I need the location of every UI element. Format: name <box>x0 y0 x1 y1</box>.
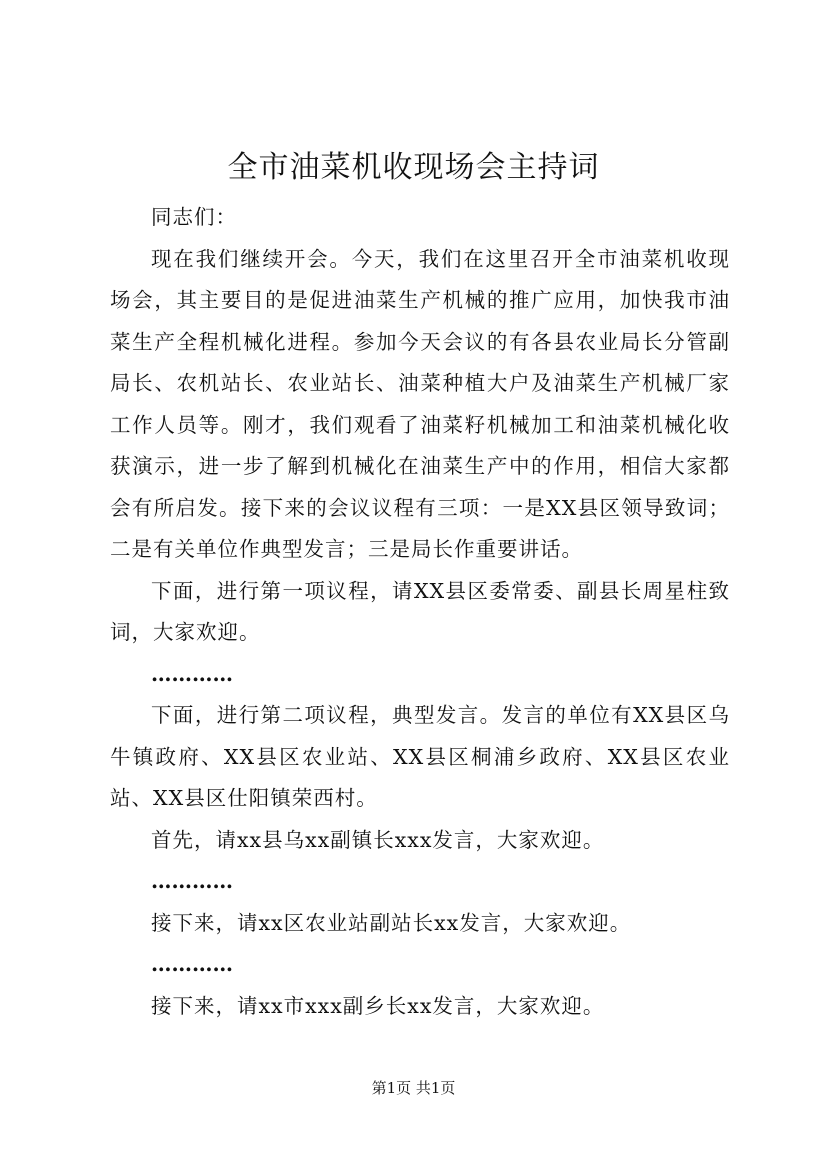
ellipsis-separator: ………… <box>151 661 233 686</box>
document-title: 全市油菜机收现场会主持词 <box>227 150 600 185</box>
opening-paragraph: 现在我们继续开会。今天，我们在这里召开全市油菜机收现场会，其主要目的是促进油菜生产机械的推广应用，加快我市油菜生产全程机械化进程。参加今天会议的有各县农业局长分管副局长、农机站长、农业站长、油菜种植大户及油菜生产机械厂家工作人员等。刚才，我们观看了油菜籽机械加工和油菜机械化收获演示，进一步了解到机械化在油菜生产中的作用，相信大家都会有所启发。接下来的会议议程有三项：一是XX县区领导致词；二是有关单位作典型发言；三是局长作重要讲话。 <box>110 246 730 561</box>
speaker-1-paragraph: 首先，请xx县乌xx副镇长xxx发言，大家欢迎。 <box>151 827 605 852</box>
document-body <box>110 197 730 1027</box>
ellipsis-separator: ………… <box>151 869 233 893</box>
greeting-paragraph: 同志们： <box>151 205 237 229</box>
speaker-3-paragraph: 接下来，请xx市xxx副乡长xx发言，大家欢迎。 <box>151 993 605 1018</box>
agenda-item-1-paragraph: 下面，进行第一项议程，请XX县区委常委、副县长周星柱致词，大家欢迎。 <box>110 578 730 644</box>
speaker-2-paragraph: 接下来，请xx区农业站副站长xx发言，大家欢迎。 <box>151 910 632 935</box>
agenda-item-2-paragraph: 下面，进行第二项议程，典型发言。发言的单位有XX县区乌牛镇政府、XX县区农业站、XX县区桐浦乡政府、XX县区农业站、XX县区仕阳镇荣西村。 <box>110 703 730 810</box>
page-number-footer: 第1页 共1页 <box>371 1079 456 1097</box>
ellipsis-separator: ………… <box>151 952 233 976</box>
